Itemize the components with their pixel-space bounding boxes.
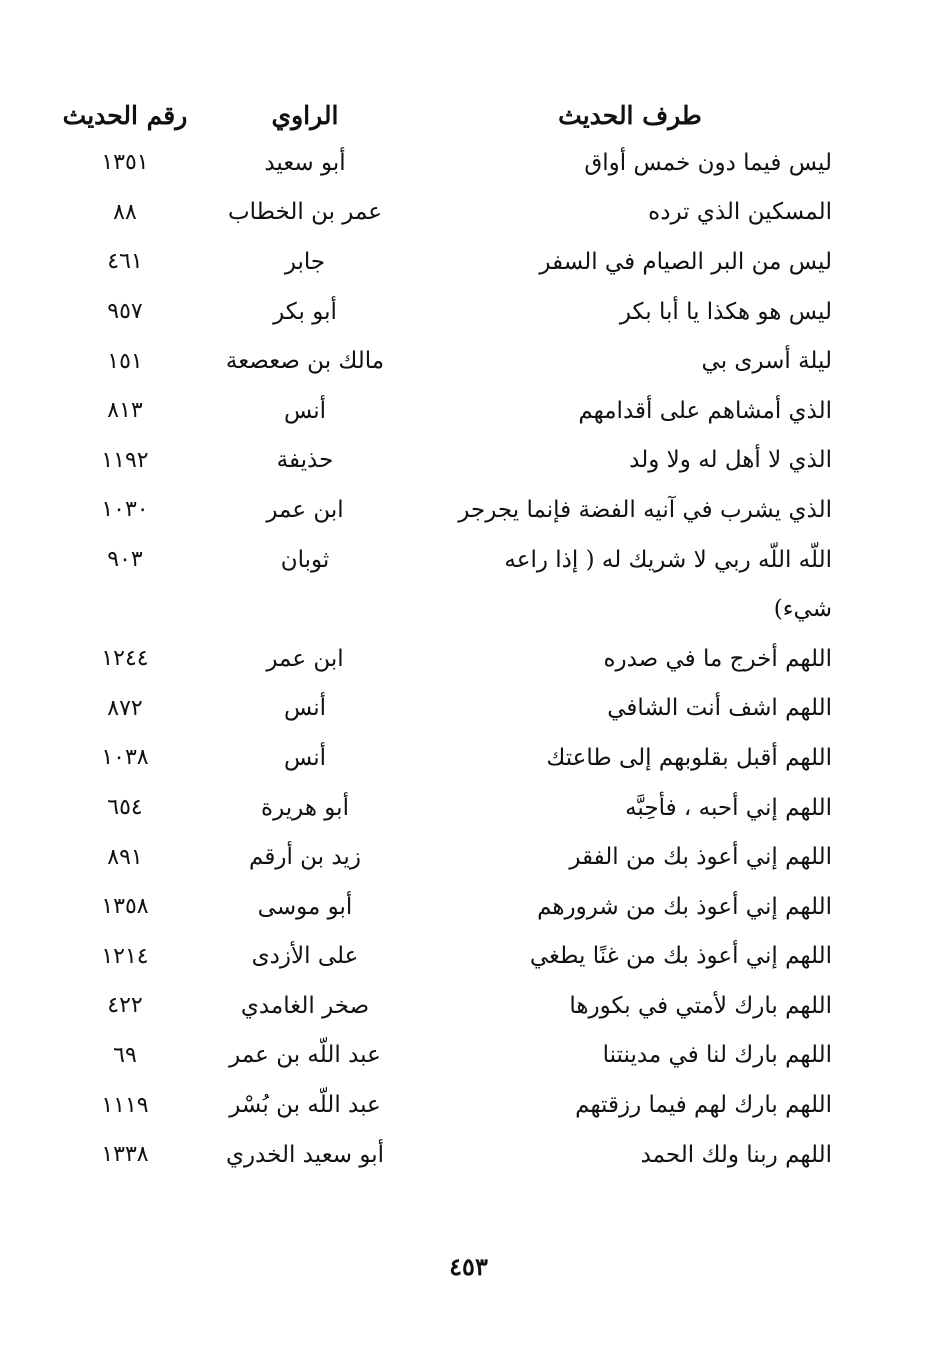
hadith-text-continuation: شيء) — [773, 596, 832, 623]
column-header-number: رقم الحديث — [62, 100, 188, 130]
table-row — [60, 684, 840, 734]
narrator-name: أنس — [283, 744, 327, 771]
hadith-number: ١١٩٢ — [101, 447, 149, 473]
narrator-name: أبو بكر — [273, 298, 337, 325]
table-row — [60, 733, 840, 783]
table-row — [60, 832, 840, 882]
narrator-name: على الأزدى — [251, 943, 359, 970]
hadith-text: اللهم ربنا ولك الحمد — [640, 1141, 832, 1168]
table-row — [60, 436, 840, 486]
table-row — [60, 237, 840, 287]
hadith-number: ١٢١٤ — [101, 943, 149, 969]
hadith-text: اللّه اللّه ربي لا شريك له ( إذا راعه — [504, 546, 832, 573]
narrator-name: أبو هريرة — [261, 794, 349, 821]
hadith-number: ٦٩ — [113, 1042, 137, 1068]
narrator-name: أنس — [283, 695, 327, 722]
table-row — [60, 1080, 840, 1130]
narrator-name: جابر — [284, 248, 326, 275]
hadith-text: اللهم أخرج ما في صدره — [603, 645, 832, 672]
hadith-number: ٨١٣ — [107, 398, 143, 424]
hadith-text: اللهم إني أعوذ بك من غنًا يطغي — [529, 943, 832, 970]
table-header-row — [60, 92, 840, 138]
hadith-number: ٤٢٢ — [107, 993, 143, 1019]
hadith-number: ١٥١ — [107, 348, 143, 374]
page-number: ٤٥٣ — [449, 1252, 488, 1281]
hadith-text: اللهم إني أعوذ بك من شرورهم — [537, 893, 832, 920]
hadith-number: ٦٥٤ — [107, 795, 143, 821]
table-row — [60, 634, 840, 684]
hadith-number: ١٣٥١ — [101, 150, 149, 176]
narrator-name: أبو موسى — [257, 893, 353, 920]
narrator-name: أبو سعيد — [264, 149, 346, 176]
hadith-number: ٨٧٢ — [107, 695, 143, 721]
hadith-text: المسكين الذي ترده — [648, 199, 832, 226]
hadith-number: ٨٨ — [113, 199, 137, 225]
hadith-text: اللهم اشف أنت الشافي — [607, 695, 832, 722]
narrator-name: مالك بن صعصعة — [225, 348, 385, 375]
table-row — [60, 386, 840, 436]
table-row — [60, 535, 840, 585]
hadith-text: اللهم أقبل بقلوبهم إلى طاعتك — [546, 744, 832, 771]
table-row — [60, 1130, 840, 1180]
narrator-name — [190, 584, 420, 634]
hadith-number: ١٣٣٨ — [101, 1142, 149, 1168]
hadith-number: ٤٦١ — [107, 249, 143, 275]
table-row — [60, 981, 840, 1031]
hadith-text: اللهم إني أحبه ، فأحِبَّه — [625, 794, 832, 821]
hadith-text: الذي أمشاهم على أقدامهم — [578, 397, 832, 424]
narrator-name: أنس — [283, 397, 327, 424]
hadith-text: اللهم بارك لنا في مدينتنا — [602, 1042, 832, 1069]
hadith-number — [60, 584, 190, 634]
narrator-name: صخر الغامدي — [240, 992, 370, 1019]
table-row-continuation — [60, 584, 840, 634]
hadith-text: ليس فيما دون خمس أواق — [584, 149, 832, 176]
hadith-number: ١٢٤٤ — [101, 646, 149, 672]
hadith-number: ٨٩١ — [107, 844, 143, 870]
narrator-name: عمر بن الخطاب — [227, 199, 382, 226]
table-row — [60, 783, 840, 833]
hadith-text: اللهم بارك لأمتي في بكورها — [569, 992, 832, 1019]
narrator-name: حذيفة — [276, 447, 334, 474]
hadith-text: الذي يشرب في آنيه الفضة فإنما يجرجر — [458, 496, 832, 523]
hadith-number: ١١١٩ — [101, 1092, 149, 1118]
table-row — [60, 932, 840, 982]
column-header-hadith: طرف الحديث — [558, 100, 702, 130]
hadith-number: ١٠٣٨ — [101, 745, 149, 771]
hadith-index-table — [60, 92, 840, 1179]
table-row — [60, 188, 840, 238]
hadith-text: ليس من البر الصيام في السفر — [539, 248, 832, 275]
hadith-text: ليلة أسرى بي — [701, 348, 832, 375]
hadith-text: اللهم إني أعوذ بك من الفقر — [569, 844, 832, 871]
hadith-number: ٩٠٣ — [107, 547, 143, 573]
narrator-name: ابن عمر — [266, 645, 344, 672]
table-row — [60, 485, 840, 535]
narrator-name: عبد اللّه بن عمر — [229, 1042, 381, 1069]
table-row — [60, 1031, 840, 1081]
hadith-number: ٩٥٧ — [107, 299, 143, 325]
hadith-number: ١٠٣٠ — [101, 497, 149, 523]
hadith-text: ليس هو هكذا يا أبا بكر — [619, 298, 832, 325]
table-row — [60, 287, 840, 337]
narrator-name: عبد اللّه بن بُسْر — [229, 1092, 381, 1119]
table-row — [60, 138, 840, 188]
hadith-text: اللهم بارك لهم فيما رزقتهم — [575, 1092, 832, 1119]
narrator-name: زيد بن أرقم — [249, 844, 361, 871]
table-row — [60, 336, 840, 386]
narrator-name: أبو سعيد الخدري — [225, 1141, 385, 1168]
narrator-name: ابن عمر — [266, 496, 344, 523]
column-header-rawi: الراوي — [271, 100, 339, 130]
narrator-name: ثوبان — [280, 546, 330, 573]
hadith-number: ١٣٥٨ — [101, 894, 149, 920]
table-row — [60, 882, 840, 932]
hadith-text: الذي لا أهل له ولا ولد — [629, 447, 832, 474]
